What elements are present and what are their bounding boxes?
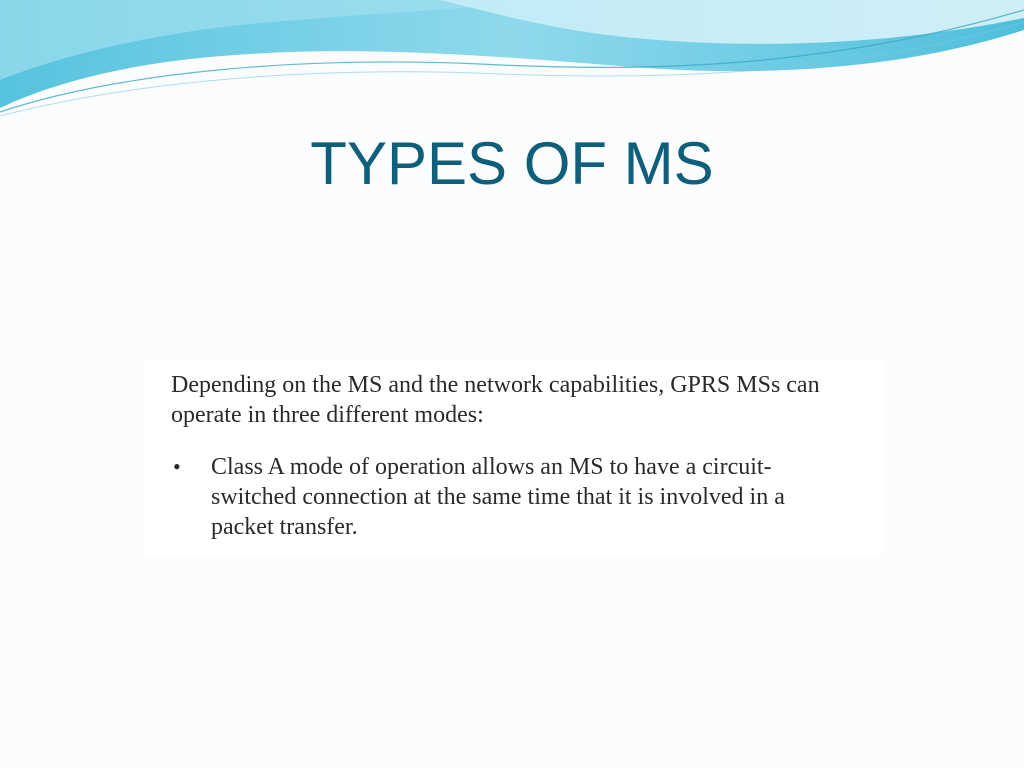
- intro-paragraph: Depending on the MS and the network capabilities, GPRS MSs can operate in three different modes:: [171, 372, 820, 428]
- content-image-box: [143, 360, 883, 556]
- bullet-text: Class A mode of operation allows an MS to have a circuit-switched connection at the same time that it is involved in a packet transfer.: [211, 454, 785, 540]
- bullet-list: [171, 452, 843, 542]
- list-item: [171, 452, 843, 542]
- bullet-icon: •: [173, 454, 181, 479]
- slide-title: TYPES OF MS: [310, 130, 714, 197]
- header-wave-decoration: [0, 0, 1024, 130]
